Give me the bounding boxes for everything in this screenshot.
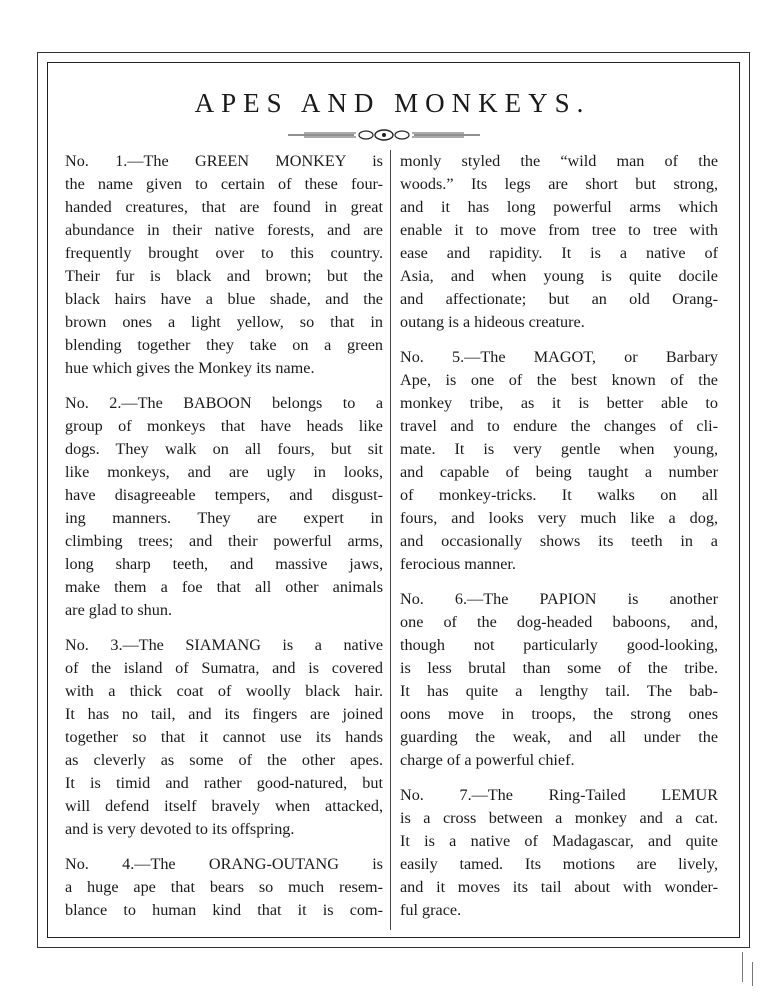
text-line: No. 5.—The MAGOT, or Barbary [400,348,718,366]
text-line: though not particularly good-looking, [400,636,718,654]
text-line: It has quite a lengthy tail. The bab- [400,682,718,700]
text-line: hue which gives the Monkey its name. [65,359,315,377]
text-line: mate. It is very gentle when young, [400,440,718,458]
right-column [400,150,718,934]
text-line: ful grace. [400,901,462,919]
text-line: as cleverly as some of the other apes. [65,751,383,769]
text-line: It has no tail, and its fingers are joined [65,705,383,723]
margin-mark [742,952,743,982]
text-line: It is a native of Madagascar, and quite [400,832,718,850]
text-line: brown ones a light yellow, so that in [65,313,383,331]
text-line: handed creatures, that are found in great [65,198,383,216]
text-line: a huge ape that bears so much resem- [65,878,383,896]
text-line: will defend itself bravely when attacked, [65,797,383,815]
text-line: make them a foe that all other animals [65,578,383,596]
paragraph [65,150,383,380]
text-line: No. 7.—The Ring-Tailed LEMUR [400,786,718,804]
text-line: dogs. They walk on all fours, but sit [65,440,383,458]
text-line: is a cross between a monkey and a cat. [400,809,718,827]
text-line: ing manners. They are expert in [65,509,383,527]
paragraph [65,634,383,841]
text-line: Ape, is one of the best known of the [400,371,718,389]
title-ornament-flourish [284,127,484,143]
text-line: and capable of being taught a number [400,463,718,481]
text-line: have disagreeable tempers, and disgust- [65,486,383,504]
text-line: with a thick coat of woolly black hair. [65,682,383,700]
page-title: APES AND MONKEYS. [194,88,591,118]
text-line: No. 1.—The GREEN MONKEY is [65,152,383,170]
paragraph [400,588,718,772]
text-line: group of monkeys that have heads like [65,417,383,435]
text-line: monly styled the “wild man of the [400,152,718,170]
text-line: frequently brought over to this country. [65,244,383,262]
text-line: enable it to move from tree to tree with [400,221,718,239]
paragraph [65,853,383,922]
text-line: long sharp teeth, and massive jaws, [65,555,383,573]
text-line: No. 3.—The SIAMANG is a native [65,636,383,654]
text-line: is less brutal than some of the tribe. [400,659,718,677]
text-line: ferocious manner. [400,555,516,573]
text-line: No. 2.—The BABOON belongs to a [65,394,383,412]
text-line: No. 6.—The PAPION is another [400,590,718,608]
paragraph [400,784,718,922]
text-line: one of the dog-headed baboons, and, [400,613,718,631]
text-line: of the island of Sumatra, and is covered [65,659,383,677]
paragraph [65,392,383,622]
text-line: the name given to certain of these four- [65,175,383,193]
text-line: fours, and looks very much like a dog, [400,509,718,527]
margin-mark [752,962,753,986]
paragraph [400,150,718,334]
left-column [65,150,383,934]
text-line: easily tamed. Its motions are lively, [400,855,718,873]
text-line: of monkey-tricks. It walks on all [400,486,718,504]
text-line: oons move in troops, the strong ones [400,705,718,723]
text-line: together so that it cannot use its hands [65,728,383,746]
text-line: climbing trees; and their powerful arms, [65,532,383,550]
text-line: and is very devoted to its offspring. [65,820,295,838]
text-line: black hairs have a blue shade, and the [65,290,383,308]
text-line: Their fur is black and brown; but the [65,267,383,285]
text-line: and it has long powerful arms which [400,198,718,216]
text-line: woods.” Its legs are short but strong, [400,175,718,193]
paragraph [400,346,718,576]
text-line: and affectionate; but an old Orang- [400,290,718,308]
text-line: charge of a powerful chief. [400,751,575,769]
column-divider [390,150,391,930]
text-line: are glad to shun. [65,601,172,619]
text-line: blending together they take on a green [65,336,383,354]
text-line: and occasionally shows its teeth in a [400,532,718,550]
text-line: abundance in their native forests, and are [65,221,383,239]
text-line: guarding the weak, and all under the [400,728,718,746]
text-line: like monkeys, and are ugly in looks, [65,463,383,481]
text-line: and it moves its tail about with wonder- [400,878,718,896]
text-line: monkey tribe, as it is better able to [400,394,718,412]
text-line: Asia, and when young is quite docile [400,267,718,285]
text-line: ease and rapidity. It is a native of [400,244,718,262]
text-line: travel and to endure the changes of cli- [400,417,718,435]
text-line: It is timid and rather good-natured, but [65,774,383,792]
text-line: blance to human kind that it is com- [65,901,383,919]
text-line: outang is a hideous creature. [400,313,585,331]
text-line: No. 4.—The ORANG-OUTANG is [65,855,383,873]
